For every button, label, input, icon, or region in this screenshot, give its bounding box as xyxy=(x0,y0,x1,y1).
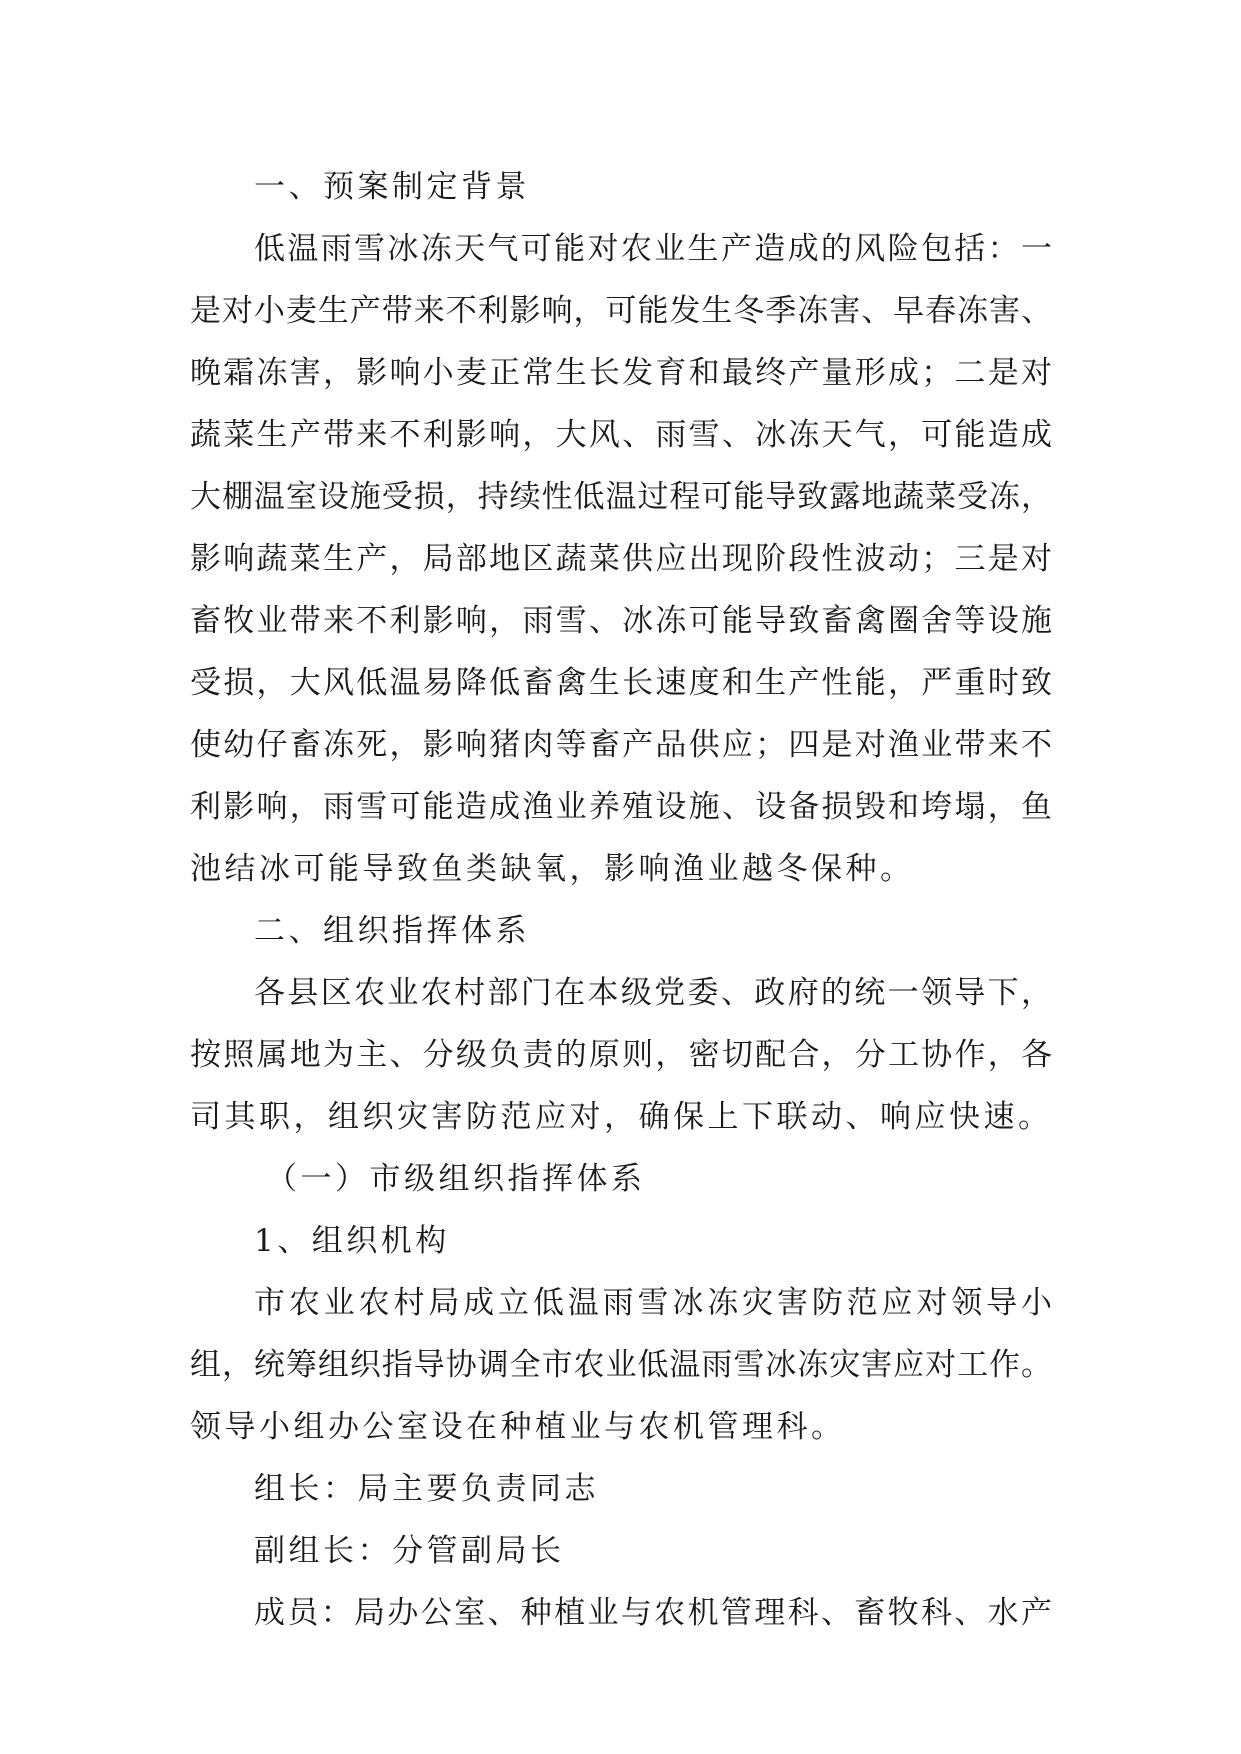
paragraph-line: 大棚温室设施受损，持续性低温过程可能导致露地蔬菜受冻， xyxy=(190,479,1052,515)
paragraph-line: 组，统筹组织指导协调全市农业低温雨雪冰冻灾害应对工作。 xyxy=(190,1347,1052,1383)
paragraph-line: 市农业农村局成立低温雨雪冰冻灾害防范应对领导小 xyxy=(254,1285,1052,1321)
deputy-leader-line: 副组长：分管副局长 xyxy=(254,1533,565,1569)
paragraph-line: 畜牧业带来不利影响，雨雪、冰冻可能导致畜禽圈舍等设施 xyxy=(190,603,1052,639)
paragraph-line: 司其职，组织灾害防范应对，确保上下联动、响应快速。 xyxy=(190,1099,1052,1135)
paragraph-line: 领导小组办公室设在种植业与农机管理科。 xyxy=(190,1409,846,1445)
subheading-city-level: （一）市级组织指挥体系 xyxy=(266,1161,646,1197)
paragraph-line: 池结冰可能导致鱼类缺氧，影响渔业越冬保种。 xyxy=(190,851,915,887)
paragraph-line: 低温雨雪冰冻天气可能对农业生产造成的风险包括：一 xyxy=(254,231,1052,267)
paragraph-line: 晚霜冻害，影响小麦正常生长发育和最终产量形成；二是对 xyxy=(190,355,1052,391)
leader-line: 组长：局主要负责同志 xyxy=(254,1471,599,1507)
paragraph-line: 各县区农业农村部门在本级党委、政府的统一领导下， xyxy=(254,975,1052,1011)
paragraph-line: 使幼仔畜冻死，影响猪肉等畜产品供应；四是对渔业带来不 xyxy=(190,727,1052,763)
document-body xyxy=(190,156,1052,1644)
paragraph-line: 蔬菜生产带来不利影响，大风、雨雪、冰冻天气，可能造成 xyxy=(190,417,1052,453)
subheading-organization: 1、组织机构 xyxy=(254,1223,450,1259)
members-line: 成员：局办公室、种植业与农机管理科、畜牧科、水产 xyxy=(254,1595,1052,1631)
paragraph-line: 利影响，雨雪可能造成渔业养殖设施、设备损毁和垮塌，鱼 xyxy=(190,789,1052,825)
heading-command-system: 二、组织指挥体系 xyxy=(254,913,530,949)
paragraph-line: 受损，大风低温易降低畜禽生长速度和生产性能，严重时致 xyxy=(190,665,1052,701)
paragraph-line: 按照属地为主、分级负责的原则，密切配合，分工协作，各 xyxy=(190,1037,1052,1073)
heading-background: 一、预案制定背景 xyxy=(254,169,530,205)
paragraph-line: 是对小麦生产带来不利影响，可能发生冬季冻害、早春冻害、 xyxy=(190,293,1052,329)
paragraph-line: 影响蔬菜生产，局部地区蔬菜供应出现阶段性波动；三是对 xyxy=(190,541,1052,577)
